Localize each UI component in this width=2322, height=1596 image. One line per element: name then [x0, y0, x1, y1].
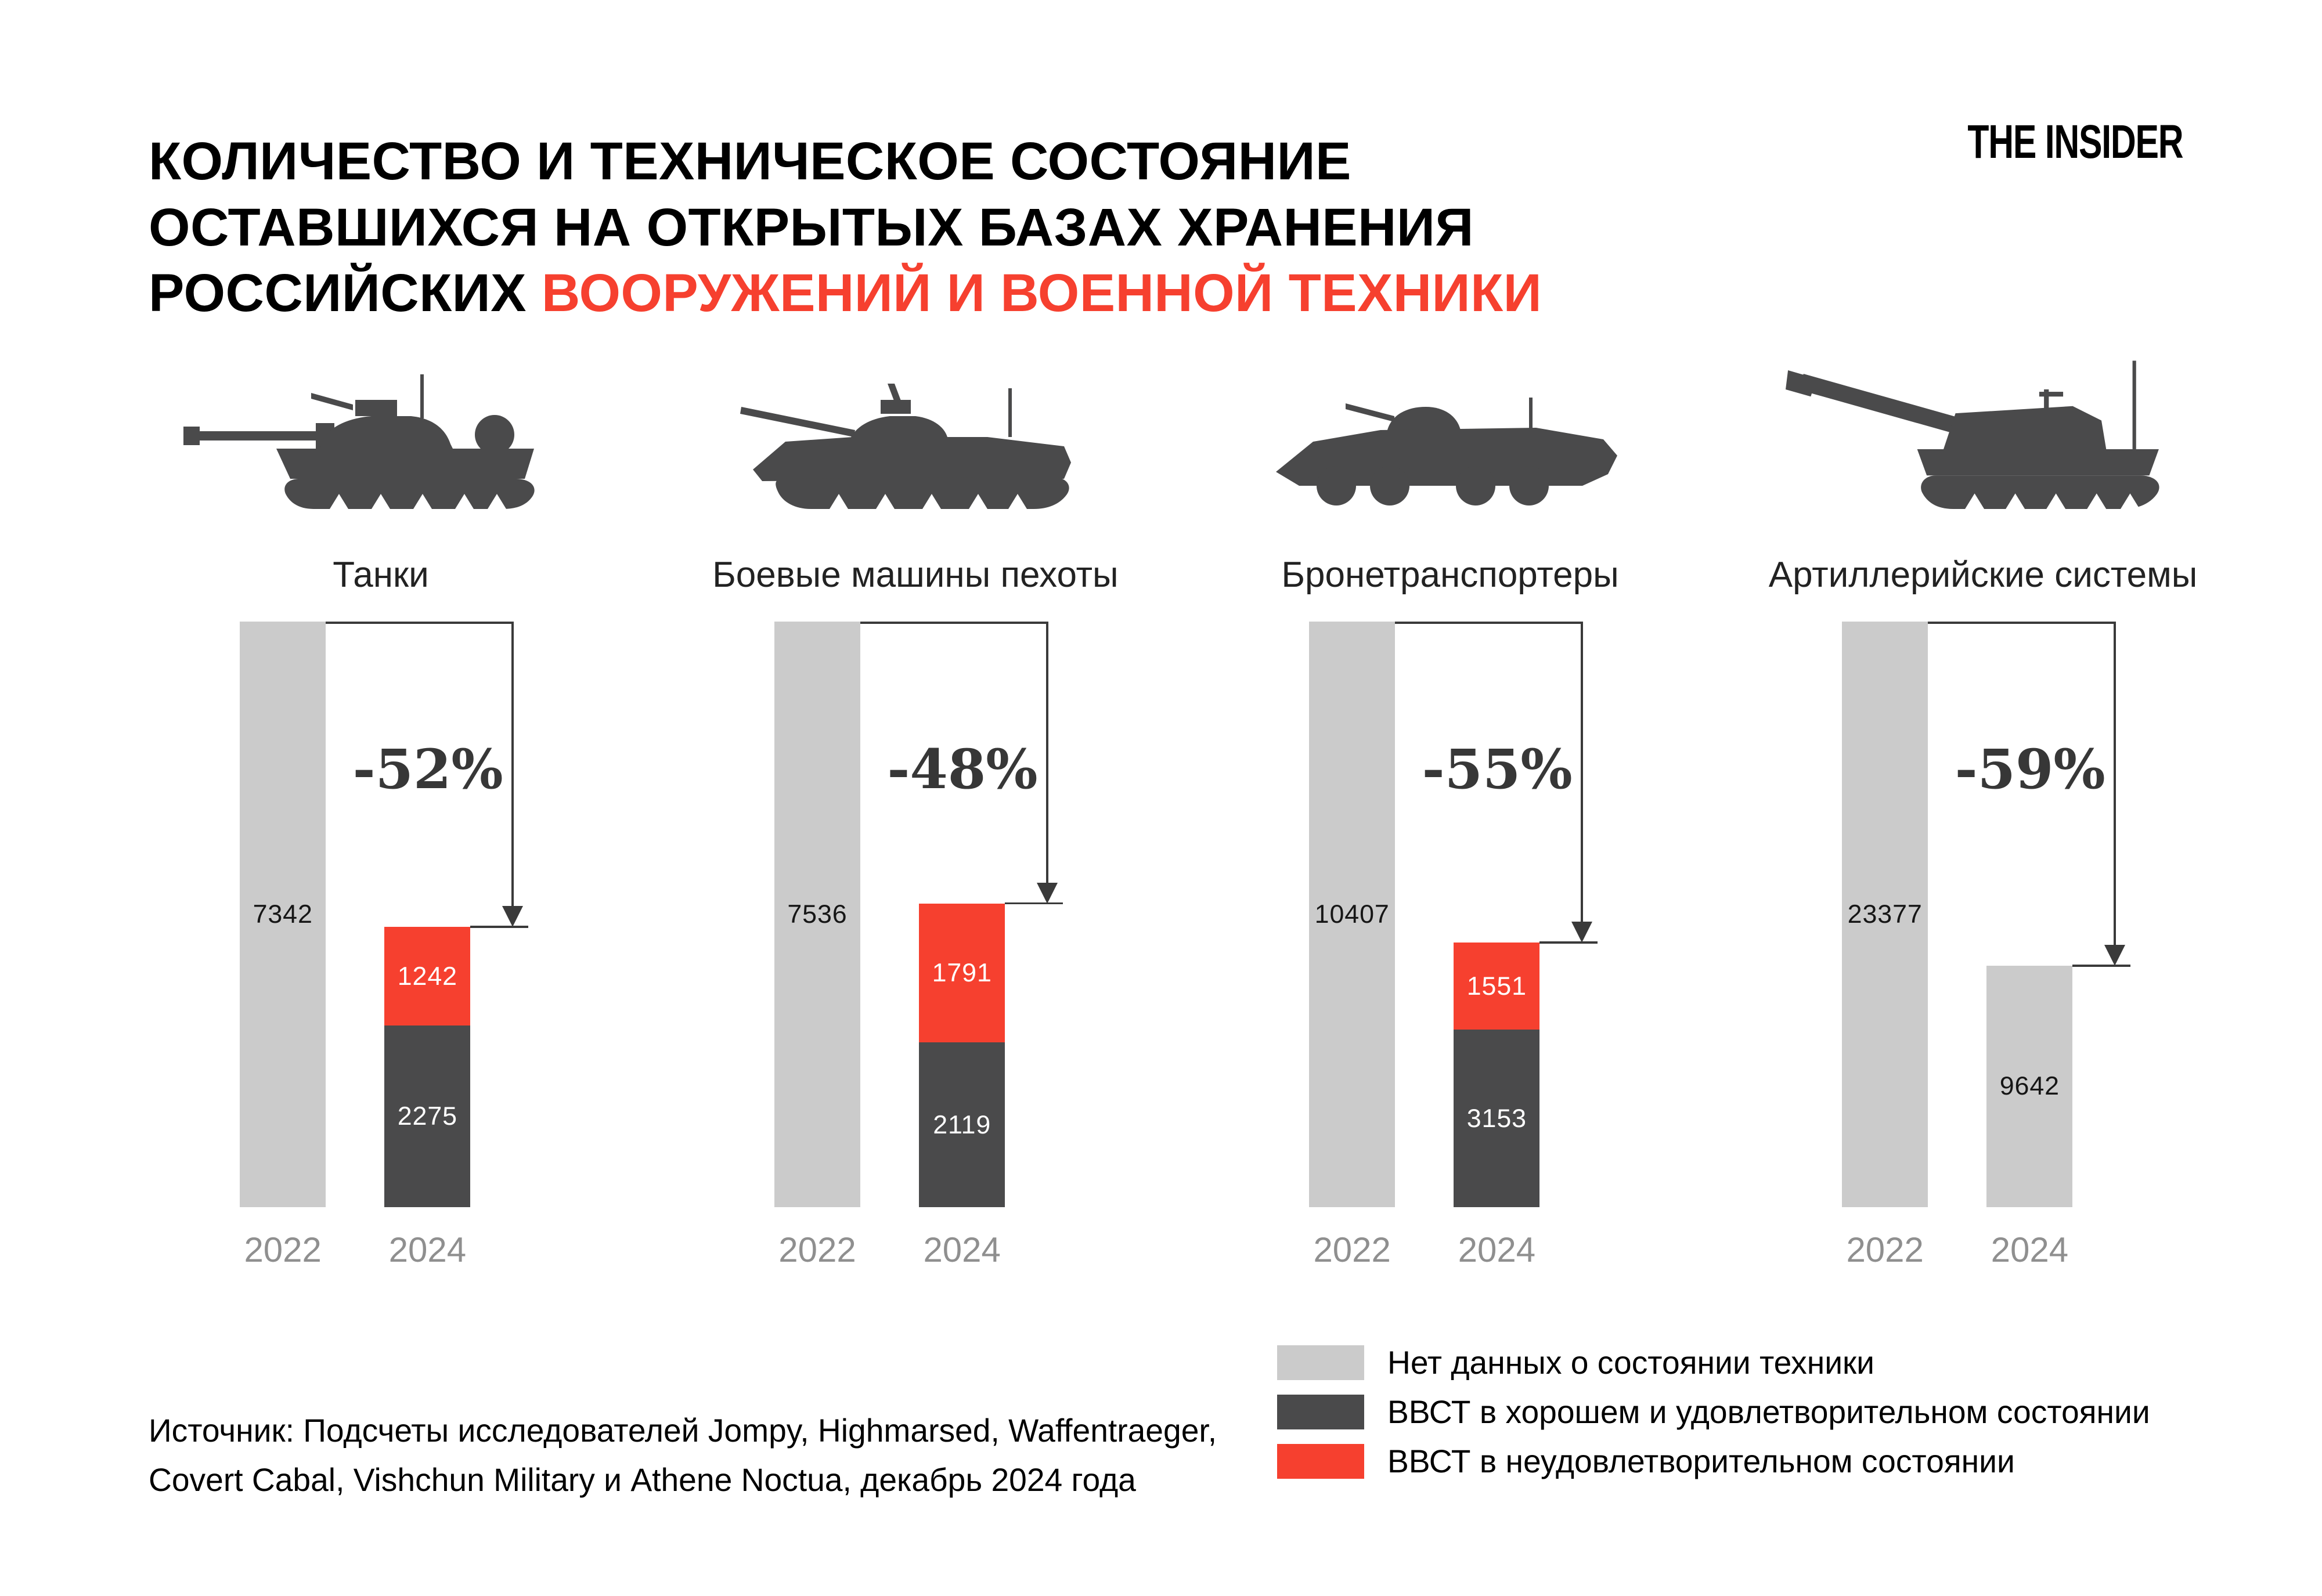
bar-2024-segment-bad: [1454, 943, 1539, 1030]
bar-2022: [1309, 622, 1395, 1207]
bar-2024-segment-good: [1454, 1030, 1539, 1207]
bar-2024-segment-value: 2275: [397, 1102, 457, 1131]
bar-2024-top-tick: [1005, 902, 1063, 905]
year-label-2024: 2024: [388, 1230, 467, 1270]
legend: [1277, 1345, 2150, 1494]
legend-swatch-good: [1277, 1395, 1364, 1429]
decline-arrow-head: [502, 906, 523, 927]
legend-label: ВВСТ в неудовлетворительном состоянии: [1387, 1443, 2015, 1480]
year-label-2024: 2024: [923, 1230, 1001, 1270]
legend-label: ВВСТ в хорошем и удовлетворительном состоянии: [1387, 1394, 2150, 1431]
legend-label: Нет данных о состоянии техники: [1387, 1345, 1874, 1381]
bar-2024-segment-value: 9642: [1999, 1071, 2060, 1101]
year-label-2024: 2024: [1458, 1230, 1536, 1270]
legend-swatch-nodata: [1277, 1345, 1364, 1380]
bar-2022: [1842, 622, 1928, 1207]
category-label: Артиллерийские системы: [1768, 555, 2198, 595]
legend-item-nodata: [1277, 1345, 2150, 1380]
bar-2024-segment-good: [384, 1026, 470, 1207]
bar-2024-segment-value: 2119: [933, 1110, 991, 1139]
artillery-icon: [1786, 345, 2180, 509]
percent-change-label: -48%: [887, 738, 1038, 802]
bar-2024-segment-value: 1242: [397, 961, 457, 991]
chart-group-artillery: [1768, 555, 2198, 1270]
bar-2024-segment-value: 1791: [932, 958, 992, 987]
bar-2024-top-tick: [1539, 941, 1598, 944]
category-label: Боевые машины пехоты: [712, 555, 1119, 595]
bar-2022-value: 10407: [1314, 900, 1390, 929]
ifv-icon: [718, 345, 1113, 509]
year-label-2022: 2022: [1846, 1230, 1924, 1270]
bar-2022: [240, 622, 326, 1207]
source-line-2: Covert Cabal, Vishchun Military и Athene Noctua, декабрь 2024 года: [149, 1462, 1136, 1498]
apc-icon: [1253, 345, 1647, 509]
decline-arrow-head: [1571, 922, 1592, 943]
bar-2024-segment-nodata: [1986, 966, 2072, 1207]
percent-change-label: -52%: [352, 738, 503, 802]
category-label: Бронетранспортеры: [1281, 555, 1619, 595]
bar-2024-segment-bad: [919, 904, 1005, 1043]
bar-2024: [384, 927, 470, 1207]
bar-2022-value: 7342: [253, 900, 313, 929]
brand-logo: THE INSIDER: [1967, 115, 2183, 168]
bar-2024-top-tick: [470, 926, 528, 928]
bar-2022: [774, 622, 860, 1207]
year-label-2022: 2022: [244, 1230, 322, 1270]
decline-arrow-top-line: [860, 622, 1048, 624]
decline-arrow-top-line: [1395, 622, 1583, 624]
year-label-2022: 2022: [1313, 1230, 1391, 1270]
bar-2024-segment-good: [919, 1042, 1005, 1207]
title-line-1: КОЛИЧЕСТВО И ТЕХНИЧЕСКОЕ СОСТОЯНИЕ: [149, 132, 1351, 191]
decline-arrow-top-line: [1928, 622, 2116, 624]
percent-change-label: -55%: [1422, 738, 1573, 802]
title-line-3-black: РОССИЙСКИХ: [149, 263, 542, 323]
tank-icon: [183, 345, 578, 509]
decline-arrow-top-line: [326, 622, 514, 624]
title-line-3-red: ВООРУЖЕНИЙ И ВОЕННОЙ ТЕХНИКИ: [541, 263, 1542, 323]
bar-2024-segment-bad: [384, 927, 470, 1026]
bar-2024-segment-value: 1551: [1466, 971, 1527, 1001]
legend-item-bad: [1277, 1444, 2150, 1479]
decline-arrow-head: [1037, 883, 1058, 904]
bar-2024-segment-value: 3153: [1466, 1103, 1527, 1133]
bar-2022-value: 23377: [1847, 900, 1923, 929]
bar-2024: [919, 904, 1005, 1207]
percent-change-label: -59%: [1955, 738, 2105, 802]
chart-group-ifv: [712, 555, 1119, 1270]
chart-group-tanks: [240, 555, 542, 1270]
category-label: Танки: [333, 555, 429, 595]
bar-2024: [1986, 966, 2072, 1207]
bar-2024: [1454, 943, 1539, 1207]
bar-2022-value: 7536: [787, 900, 848, 929]
year-label-2022: 2022: [778, 1230, 856, 1270]
title-line-2: ОСТАВШИХСЯ НА ОТКРЫТЫХ БАЗАХ ХРАНЕНИЯ: [149, 197, 1474, 257]
bar-2024-top-tick: [2072, 965, 2130, 967]
chart-group-apc: [1281, 555, 1619, 1270]
source-line-1: Источник: Подсчеты исследователей Jompy, Highmarsed, Waffentraeger,: [149, 1413, 1217, 1449]
legend-swatch-bad: [1277, 1444, 1364, 1479]
legend-item-good: [1277, 1395, 2150, 1429]
source-note: [149, 1411, 1217, 1510]
year-label-2024: 2024: [1991, 1230, 2069, 1270]
decline-arrow-head: [2104, 945, 2125, 966]
